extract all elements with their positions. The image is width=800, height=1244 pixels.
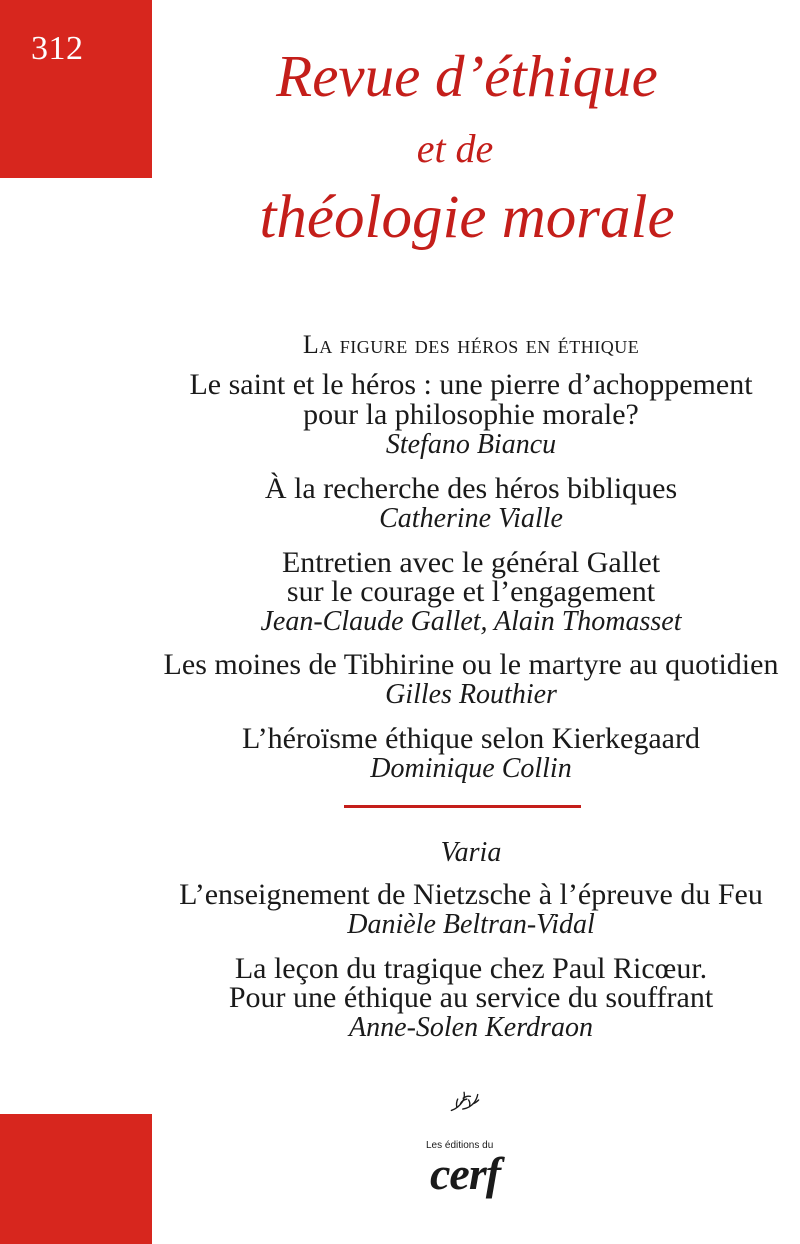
article-title-line: pour la philosophie morale? [303,398,639,431]
article-title-line: L’enseignement de Nietzsche à l’épreuve du Feu [179,878,763,911]
red-corner-top [0,0,152,178]
journal-title-line3: théologie morale [259,184,675,251]
article-title-line: Les moines de Tibhirine ou le martyre au quotidien [163,648,779,681]
antler-logo-icon [430,1090,500,1140]
article-title-line: Le saint et le héros : une pierre d’achoppement [189,368,753,401]
section-divider [344,805,581,808]
article-title-line: La leçon du tragique chez Paul Ricœur. [234,952,708,985]
journal-title-line2: et de [416,126,494,171]
varia-heading: Varia [440,837,502,868]
publisher-logo: cerf [430,1148,501,1199]
journal-title-line1: Revue d’éthique [276,43,658,109]
article-title-line: À la recherche des héros bibliques [264,472,678,505]
article-title-line: Pour une éthique au service du souffrant [228,981,714,1014]
article-title-line: Entretien avec le général Gallet [281,546,661,579]
article-author: Catherine Vialle [379,503,563,534]
article-author: Anne-Solen Kerdraon [349,1012,593,1043]
article-title-line: sur le courage et l’engagement [286,575,656,608]
dossier-heading: La figure des héros en éthique [302,330,640,359]
red-corner-bottom [0,1114,152,1244]
issue-number: 312 [31,30,84,67]
article-author: Dominique Collin [370,753,572,784]
article-author: Stefano Biancu [385,429,557,460]
article-author: Gilles Routhier [385,679,557,710]
publisher-label: Les éditions du [426,1140,494,1151]
article-title-line: L’héroïsme éthique selon Kierkegaard [242,722,700,755]
article-author: Jean-Claude Gallet, Alain Thomasset [260,606,682,637]
article-author: Danièle Beltran-Vidal [347,909,595,940]
